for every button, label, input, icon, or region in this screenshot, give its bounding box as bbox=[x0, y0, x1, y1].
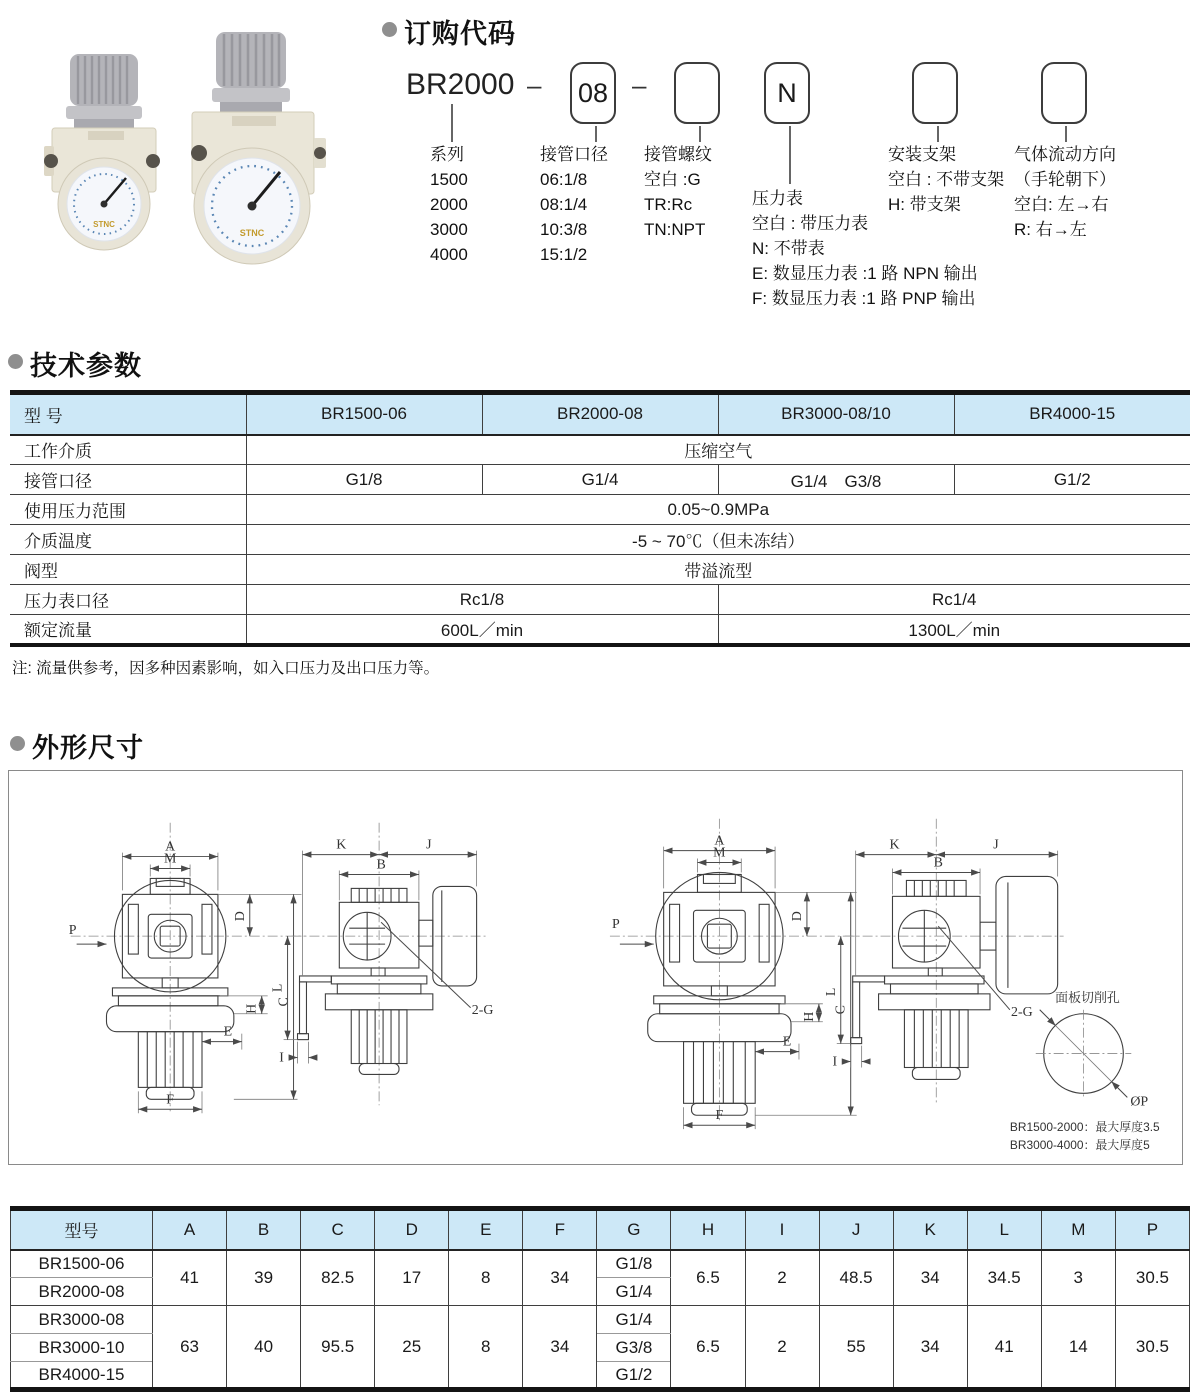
dim-label-l: L bbox=[270, 983, 286, 993]
order-col-item: E: 数显压力表 :1 路 NPN 输出 bbox=[752, 264, 978, 283]
drawing-front-view-large bbox=[610, 819, 859, 1129]
value-cell: 17 bbox=[375, 1250, 449, 1306]
outline-drawing-box bbox=[8, 770, 1183, 1165]
tech-row-port bbox=[10, 465, 1190, 495]
order-col-item: 空白: 左→右 bbox=[1014, 195, 1109, 214]
dim-label-b: B bbox=[933, 855, 943, 871]
dim-label-e: E bbox=[782, 1034, 792, 1050]
order-col-item: 空白 : 带压力表 bbox=[752, 214, 869, 233]
drawing-front-view-small bbox=[69, 823, 306, 1114]
brand-logo: STNC bbox=[239, 228, 265, 238]
tech-cell: 0.05~0.9MPa bbox=[246, 495, 1190, 525]
dim-label-k: K bbox=[336, 837, 347, 853]
connector-line bbox=[937, 126, 939, 142]
tech-header-cell: BR2000-08 bbox=[482, 393, 718, 435]
dim-label-f: F bbox=[715, 1108, 724, 1124]
order-code-box-thread bbox=[674, 62, 720, 124]
order-col-title: 气体流动方向 bbox=[1014, 145, 1116, 164]
brand-logo: STNC bbox=[93, 220, 115, 229]
value-cell: 34 bbox=[893, 1250, 967, 1306]
value-cell: 30.5 bbox=[1115, 1306, 1189, 1390]
cutout-note: BR3000-4000：最大厚度5 bbox=[1009, 1138, 1150, 1153]
dim-header-cell: C bbox=[301, 1209, 375, 1250]
tech-cell: G1/4 G3/8 bbox=[718, 465, 954, 495]
order-col-bracket bbox=[888, 142, 1004, 217]
panel-cutout-title: 面板切削孔 bbox=[1055, 989, 1120, 1005]
tech-row-gauge-port bbox=[10, 585, 1190, 615]
dim-label-i: I bbox=[832, 1054, 838, 1070]
order-code-dash: – bbox=[527, 70, 542, 100]
dim-header-cell: G bbox=[597, 1209, 671, 1250]
dim-label-e: E bbox=[223, 1024, 233, 1040]
dim-label-b: B bbox=[376, 857, 386, 873]
section-bullet-icon bbox=[382, 22, 397, 37]
dim-label-h: H bbox=[801, 1011, 817, 1022]
order-col-item: TN:NPT bbox=[644, 220, 706, 239]
order-col-title: 接管口径 bbox=[540, 145, 608, 164]
dim-label-k: K bbox=[889, 837, 900, 853]
order-col-subtitle: （手轮朝下） bbox=[1014, 170, 1116, 189]
dim-header-cell: H bbox=[671, 1209, 745, 1250]
order-code-box-gauge: N bbox=[764, 62, 810, 124]
tech-header-cell: BR3000-08/10 bbox=[718, 393, 954, 435]
dim-label-c: C bbox=[276, 997, 292, 1007]
order-code-box-bracket bbox=[912, 62, 958, 124]
dim-label-p: P bbox=[612, 917, 620, 933]
tech-row-label: 压力表口径 bbox=[10, 585, 246, 615]
dim-label-2g: 2-G bbox=[471, 1002, 494, 1018]
order-col-port bbox=[540, 142, 608, 267]
value-cell: 8 bbox=[449, 1250, 523, 1306]
tech-header-row bbox=[10, 393, 1190, 435]
dim-header-cell: A bbox=[153, 1209, 227, 1250]
cutout-diameter-label: ØP bbox=[1130, 1094, 1149, 1110]
tech-row-label: 额定流量 bbox=[10, 615, 246, 645]
tech-row-temp bbox=[10, 525, 1190, 555]
value-cell: 34 bbox=[523, 1250, 597, 1306]
order-col-item: 2000 bbox=[430, 195, 468, 214]
value-cell: 34 bbox=[523, 1306, 597, 1390]
connector-line bbox=[699, 126, 701, 142]
tech-cell: 带溢流型 bbox=[246, 555, 1190, 585]
order-col-item: N: 不带表 bbox=[752, 239, 825, 258]
dim-label-d: D bbox=[232, 911, 248, 922]
value-cell: 3 bbox=[1041, 1250, 1115, 1306]
product-photo-large bbox=[191, 32, 326, 264]
tech-note: 注: 流量供参考，因多种因素影响，如入口压力及出口压力等。 bbox=[12, 660, 440, 677]
dim-header-cell: F bbox=[523, 1209, 597, 1250]
order-col-item: 15:1/2 bbox=[540, 245, 588, 264]
tech-row-label: 工作介质 bbox=[10, 435, 246, 465]
cutout-note: BR1500-2000：最大厚度3.5 bbox=[1009, 1120, 1160, 1135]
dim-label-a: A bbox=[714, 833, 725, 849]
dim-header-cell: L bbox=[967, 1209, 1041, 1250]
order-code-title: 订购代码 bbox=[404, 19, 516, 49]
value-cell: G1/4 bbox=[597, 1306, 671, 1334]
value-cell: 30.5 bbox=[1115, 1250, 1189, 1306]
connector-line bbox=[789, 126, 791, 184]
tech-cell: Rc1/8 bbox=[246, 585, 718, 615]
drawing-side-view-large bbox=[824, 819, 1064, 1106]
value-cell: 82.5 bbox=[301, 1250, 375, 1306]
value-cell: 2 bbox=[745, 1250, 819, 1306]
section-bullet-icon bbox=[8, 354, 23, 369]
tech-row-label: 介质温度 bbox=[10, 525, 246, 555]
value-cell: 63 bbox=[153, 1306, 227, 1390]
order-col-item: 08:1/4 bbox=[540, 195, 588, 214]
model-cell: BR3000-10 bbox=[11, 1334, 153, 1362]
order-col-item: R: 右→左 bbox=[1014, 220, 1087, 239]
dim-header-cell: E bbox=[449, 1209, 523, 1250]
dim-label-j: J bbox=[993, 837, 999, 853]
tech-row-pressure bbox=[10, 495, 1190, 525]
tech-row-medium bbox=[10, 435, 1190, 465]
dim-label-j: J bbox=[426, 837, 432, 853]
dim-header-cell: J bbox=[819, 1209, 893, 1250]
dim-label-d: D bbox=[789, 911, 805, 922]
drawing-side-view-small bbox=[271, 823, 494, 1106]
product-photo bbox=[22, 28, 332, 273]
dim-header-row bbox=[11, 1209, 1190, 1250]
dim-header-cell: M bbox=[1041, 1209, 1115, 1250]
value-cell: 41 bbox=[153, 1250, 227, 1306]
dim-label-h: H bbox=[244, 1003, 260, 1014]
model-cell: BR4000-15 bbox=[11, 1362, 153, 1390]
order-code-box-port: 08 bbox=[570, 62, 616, 124]
dim-header-cell: 型号 bbox=[11, 1209, 153, 1250]
value-cell: 40 bbox=[227, 1306, 301, 1390]
order-col-item: 空白 :G bbox=[644, 170, 701, 189]
dim-label-c: C bbox=[833, 1005, 849, 1015]
order-col-title: 系列 bbox=[430, 145, 464, 164]
tech-header-cell: 型 号 bbox=[10, 393, 246, 435]
outline-drawing bbox=[9, 771, 1182, 1164]
connector-line bbox=[595, 126, 597, 142]
dim-label-2g: 2-G bbox=[1011, 1004, 1033, 1020]
value-cell: G1/8 bbox=[597, 1250, 671, 1278]
tech-table bbox=[10, 390, 1190, 647]
order-col-item: 空白 : 不带支架 bbox=[888, 170, 1005, 189]
tech-cell: G1/2 bbox=[954, 465, 1190, 495]
dim-header-cell: B bbox=[227, 1209, 301, 1250]
value-cell: 8 bbox=[449, 1306, 523, 1390]
order-col-item: H: 带支架 bbox=[888, 195, 961, 214]
order-col-title: 压力表 bbox=[752, 189, 803, 208]
value-cell: 41 bbox=[967, 1306, 1041, 1390]
value-cell: G1/4 bbox=[597, 1278, 671, 1306]
tech-row-valve bbox=[10, 555, 1190, 585]
order-col-item: 1500 bbox=[430, 170, 468, 189]
tech-row-label: 使用压力范围 bbox=[10, 495, 246, 525]
section-bullet-icon bbox=[10, 736, 25, 751]
dim-label-a: A bbox=[165, 839, 176, 855]
dim-header-cell: D bbox=[375, 1209, 449, 1250]
tech-row-label: 接管口径 bbox=[10, 465, 246, 495]
dim-header-cell: P bbox=[1115, 1209, 1189, 1250]
order-code-base: BR2000 bbox=[406, 68, 515, 101]
tech-header-cell: BR1500-06 bbox=[246, 393, 482, 435]
dim-label-i: I bbox=[279, 1050, 284, 1066]
order-col-title: 接管螺纹 bbox=[644, 145, 712, 164]
value-cell: 2 bbox=[745, 1306, 819, 1390]
order-code-box-flow bbox=[1041, 62, 1087, 124]
tech-header-cell: BR4000-15 bbox=[954, 393, 1190, 435]
outline-title: 外形尺寸 bbox=[32, 733, 144, 763]
tech-row-flow bbox=[10, 615, 1190, 645]
order-col-item: TR:Rc bbox=[644, 195, 693, 214]
order-col-item: F: 数显压力表 :1 路 PNP 输出 bbox=[752, 289, 976, 308]
tech-cell: G1/4 bbox=[482, 465, 718, 495]
tech-cell: -5 ~ 70℃（但未冻结） bbox=[246, 525, 1190, 555]
dim-label-p: P bbox=[68, 923, 77, 939]
tech-title: 技术参数 bbox=[30, 351, 142, 381]
model-cell: BR2000-08 bbox=[11, 1278, 153, 1306]
value-cell: 55 bbox=[819, 1306, 893, 1390]
tech-cell: 压缩空气 bbox=[246, 435, 1190, 465]
order-col-item: 10:3/8 bbox=[540, 220, 588, 239]
connector-line bbox=[1065, 126, 1067, 142]
value-cell: 6.5 bbox=[671, 1250, 745, 1306]
value-cell: 6.5 bbox=[671, 1306, 745, 1390]
value-cell: G1/2 bbox=[597, 1362, 671, 1390]
table-row bbox=[11, 1306, 1190, 1334]
model-cell: BR3000-08 bbox=[11, 1306, 153, 1334]
dim-label-m: M bbox=[163, 851, 177, 867]
order-col-title: 安装支架 bbox=[888, 145, 956, 164]
value-cell: 39 bbox=[227, 1250, 301, 1306]
value-cell: 14 bbox=[1041, 1306, 1115, 1390]
dim-label-m: M bbox=[713, 845, 726, 861]
connector-line bbox=[451, 104, 453, 142]
dim-label-f: F bbox=[166, 1092, 175, 1108]
dim-header-cell: K bbox=[893, 1209, 967, 1250]
tech-cell: Rc1/4 bbox=[718, 585, 1190, 615]
product-photo-small bbox=[44, 54, 160, 250]
dim-header-cell: I bbox=[745, 1209, 819, 1250]
table-row bbox=[11, 1250, 1190, 1278]
value-cell: 34 bbox=[893, 1306, 967, 1390]
value-cell: 34.5 bbox=[967, 1250, 1041, 1306]
dim-label-l: L bbox=[823, 987, 839, 997]
tech-cell: G1/8 bbox=[246, 465, 482, 495]
order-col-series bbox=[430, 142, 468, 267]
value-cell: 95.5 bbox=[301, 1306, 375, 1390]
order-col-flow bbox=[1014, 142, 1116, 242]
order-code-dash: – bbox=[632, 70, 647, 100]
order-col-thread bbox=[644, 142, 712, 242]
tech-row-label: 阀型 bbox=[10, 555, 246, 585]
order-col-item: 3000 bbox=[430, 220, 468, 239]
tech-cell: 1300L／min bbox=[718, 615, 1190, 645]
order-col-item: 06:1/8 bbox=[540, 170, 588, 189]
value-cell: 48.5 bbox=[819, 1250, 893, 1306]
order-col-item: 4000 bbox=[430, 245, 468, 264]
value-cell: 25 bbox=[375, 1306, 449, 1390]
model-cell: BR1500-06 bbox=[11, 1250, 153, 1278]
dimension-table bbox=[10, 1206, 1190, 1392]
value-cell: G3/8 bbox=[597, 1334, 671, 1362]
tech-cell: 600L／min bbox=[246, 615, 718, 645]
